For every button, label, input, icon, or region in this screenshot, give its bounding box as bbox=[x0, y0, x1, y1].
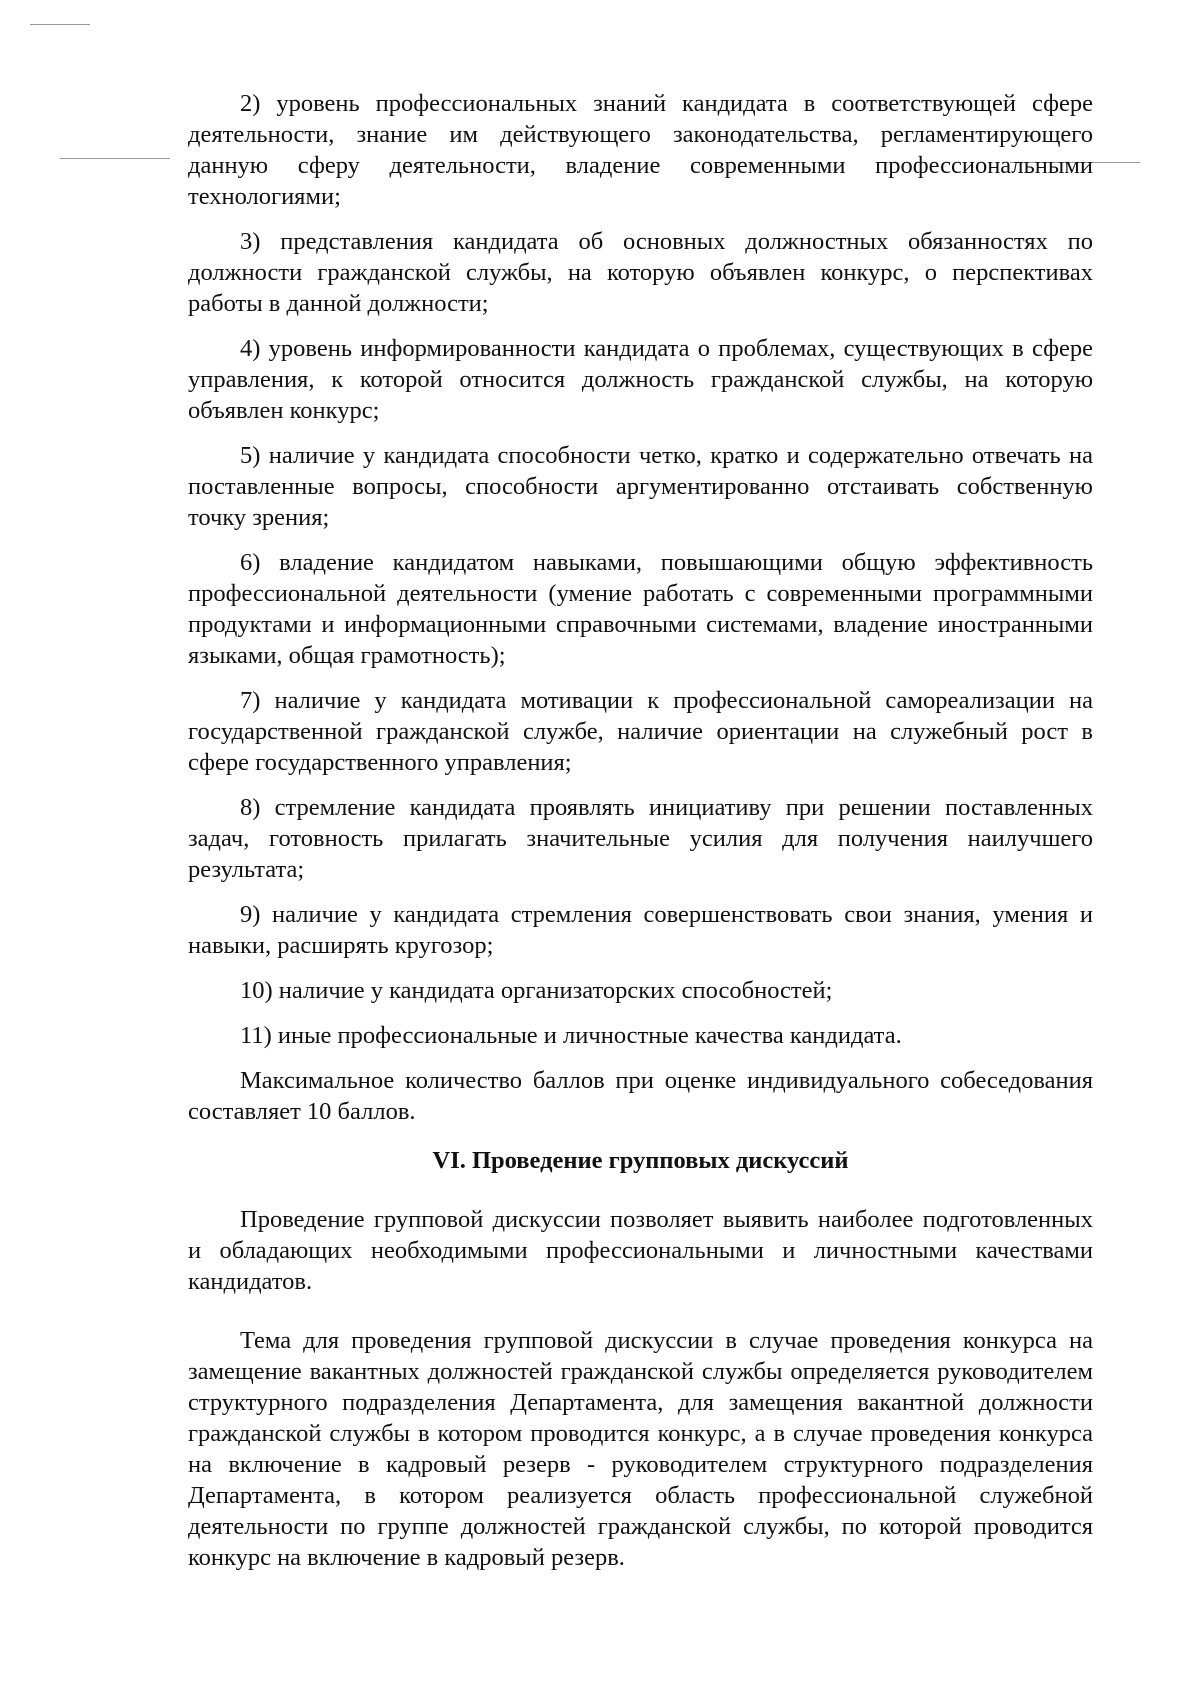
paragraph-item-6: 6) владение кандидатом навыками, повышающими общую эффективность профессиональной деятельности (умение работать с современными программными продуктами и информационными справочными системами, владение иностранными языками, общая грамотность); bbox=[188, 549, 1093, 669]
paragraph-max-score: Максимальное количество баллов при оценке индивидуального собеседования составляет 10 баллов. bbox=[188, 1067, 1093, 1125]
paragraph-item-3: 3) представления кандидата об основных должностных обязанностях по должности гражданской службы, на которую объявлен конкурс, о перспективах работы в данной должности; bbox=[188, 228, 1093, 317]
paragraph-item-10: 10) наличие у кандидата организаторских способностей; bbox=[240, 977, 833, 1004]
paragraph-item-7: 7) наличие у кандидата мотивации к профессиональной самореализации на государственной гражданской службе, наличие ориентации на служебный рост в сфере государственного управления; bbox=[188, 687, 1093, 776]
paragraph-discussion-topic: Тема для проведения групповой дискуссии в случае проведения конкурса на замещение вакантных должностей гражданской службы определяется руководителем структурного подразделения Департамента, для замещения вакантной должности гражданской службы в котором проводится конкурс, а в случае проведения конкурса на включение в кадровый резерв - руководителем структурного подразделения Департамента, в котором реализуется область профессиональной служебной деятельности по группе должностей гражданской службы, по которой проводится конкурс на включение в кадровый резерв. bbox=[188, 1327, 1093, 1571]
paragraph-item-9: 9) наличие у кандидата стремления совершенствовать свои знания, умения и навыки, расширять кругозор; bbox=[188, 901, 1093, 959]
paragraph-item-8: 8) стремление кандидата проявлять инициативу при решении поставленных задач, готовность прилагать значительные усилия для получения наилучшего результата; bbox=[188, 794, 1093, 883]
section-heading: VI. Проведение групповых дискуссий bbox=[432, 1147, 849, 1174]
document-body bbox=[188, 88, 1093, 1573]
scan-artifact bbox=[30, 24, 90, 25]
paragraph-item-11: 11) иные профессиональные и личностные качества кандидата. bbox=[240, 1022, 902, 1049]
paragraph-discussion-purpose: Проведение групповой дискуссии позволяет выявить наиболее подготовленных и обладающих необходимыми профессиональными и личностными качествами кандидатов. bbox=[188, 1206, 1093, 1295]
scan-artifact bbox=[60, 158, 170, 159]
paragraph-item-5: 5) наличие у кандидата способности четко, кратко и содержательно отвечать на поставленные вопросы, способности аргументированно отстаивать собственную точку зрения; bbox=[188, 442, 1093, 531]
paragraph-item-2: 2) уровень профессиональных знаний кандидата в соответствующей сфере деятельности, знание им действующего законодательства, регламентирующего данную сферу деятельности, владение современными профессиональными технологиями; bbox=[188, 90, 1093, 210]
paragraph-item-4: 4) уровень информированности кандидата о проблемах, существующих в сфере управления, к которой относится должность гражданской службы, на которую объявлен конкурс; bbox=[188, 335, 1093, 424]
